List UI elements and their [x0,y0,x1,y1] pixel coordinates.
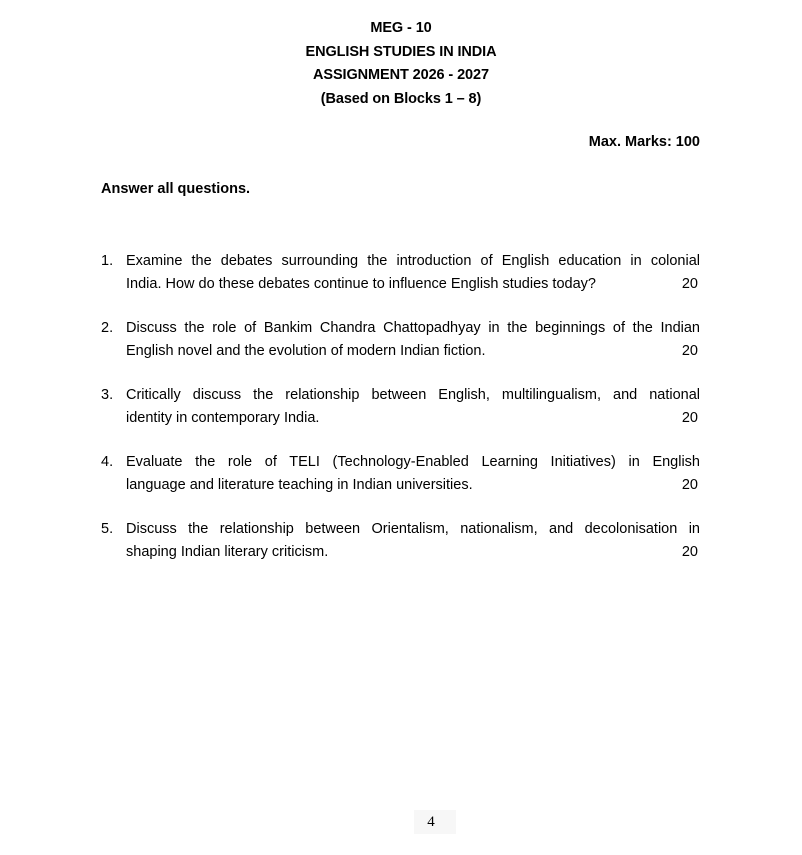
question-text [126,250,700,296]
question-number: 2. [101,320,114,336]
question-marks: 20 [681,410,698,426]
question-line: English novel and the evolution of modern Indian fiction. [126,343,486,359]
question-item [101,317,700,363]
question-number: 5. [101,521,114,537]
question-line: Discuss the relationship between Orientalism, nationalism, and decolonisation in [126,521,700,537]
question-line: shaping Indian literary criticism. [126,544,329,560]
blocks-note: (Based on Blocks 1 – 8) [320,90,482,107]
question-line: India. How do these debates continue to influence English studies today? [126,276,596,292]
assignment-title: ASSIGNMENT 2026 - 2027 [313,67,489,83]
question-line-with-marks [126,474,700,497]
question-line: identity in contemporary India. [126,410,320,426]
question-line-with-marks [126,340,700,363]
question-item [101,384,700,430]
question-line-with-marks [126,541,700,564]
document-header [0,17,802,111]
question-line: Examine the debates surrounding the introduction of English education in colonial [126,253,700,269]
question-item [101,518,700,564]
question-number: 1. [101,253,114,269]
question-line: Discuss the role of Bankim Chandra Chattopadhyay in the beginnings of the Indian [126,320,700,336]
max-marks: Max. Marks: 100 [588,134,700,150]
question-line: Evaluate the role of TELI (Technology-Enabled Learning Initiatives) in English [126,454,700,470]
question-item [101,250,700,296]
question-text [126,317,700,363]
question-line: Critically discuss the relationship between English, multilingualism, and national [126,387,700,403]
question-number: 3. [101,387,114,403]
question-number: 4. [101,454,114,470]
question-marks: 20 [681,544,698,560]
question-marks: 20 [681,343,698,359]
question-text [126,384,700,430]
instruction: Answer all questions. [101,181,251,197]
question-line: language and literature teaching in Indian universities. [126,477,473,493]
question-marks: 20 [681,477,698,493]
page-number: 4 [427,814,435,830]
question-text [126,451,700,497]
question-line-with-marks [126,273,700,296]
question-text [126,518,700,564]
question-list [101,250,700,585]
question-line-with-marks [126,407,700,430]
course-title: ENGLISH STUDIES IN INDIA [305,43,497,60]
question-item [101,451,700,497]
course-code: MEG - 10 [370,20,432,36]
question-marks: 20 [681,276,698,292]
